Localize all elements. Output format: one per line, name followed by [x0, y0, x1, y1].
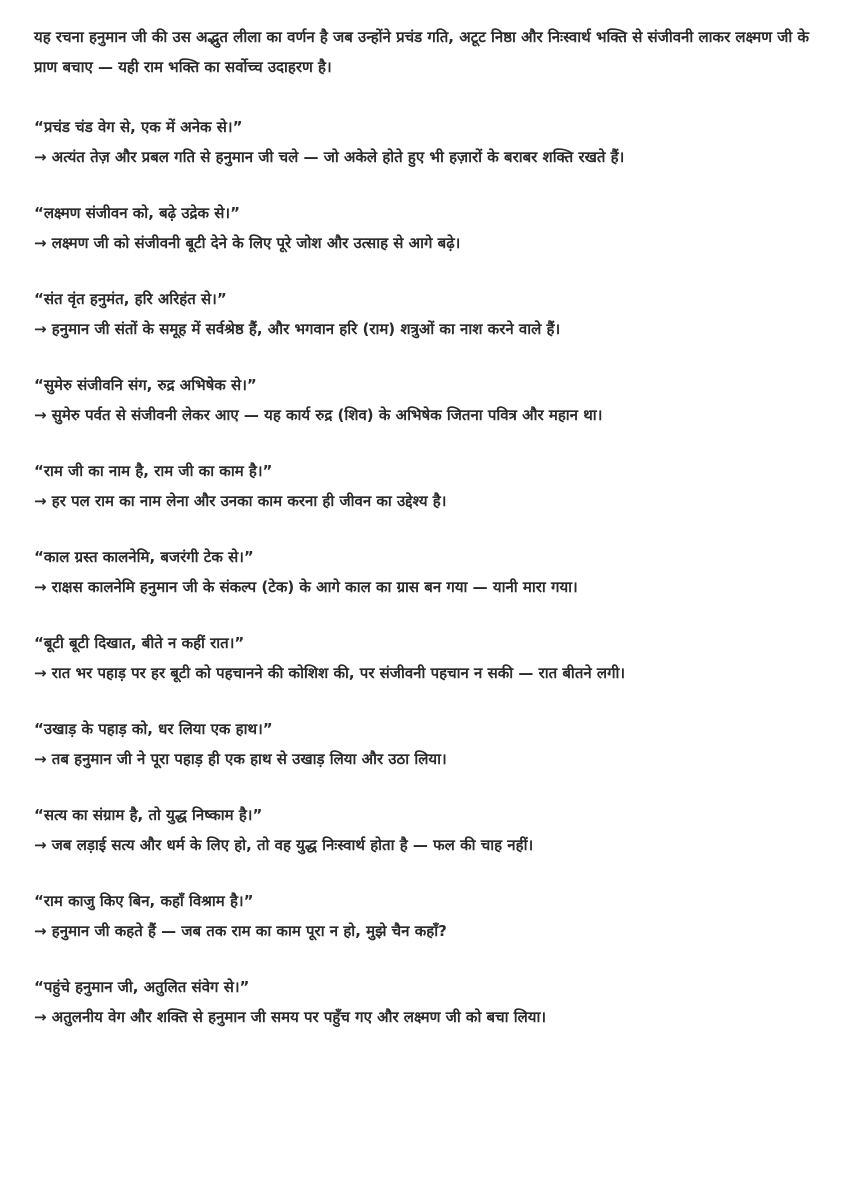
verse-meaning: → हनुमान जी कहते हैं — जब तक राम का काम पूरा न हो, मुझे चैन कहाँ? — [34, 922, 447, 940]
verse-quote: “राम काजु किए बिन, कहाँ विश्राम है।” — [34, 892, 254, 910]
verse-block — [34, 972, 818, 1032]
verse-block — [34, 714, 818, 774]
verse-quote: “काल ग्रस्त कालनेमि, बजरंगी टेक से।” — [34, 548, 254, 566]
verse-quote: “पहुंचे हनुमान जी, अतुलित संवेग से।” — [34, 978, 250, 996]
verse-meaning: → जब लड़ाई सत्य और धर्म के लिए हो, तो वह युद्ध निःस्वार्थ होता है — फल की चाह नहीं। — [34, 836, 534, 854]
verse-meaning: → अत्यंत तेज़ और प्रबल गति से हनुमान जी चले — जो अकेले होते हुए भी हज़ारों के बराबर शक्ति रखते हैं। — [34, 148, 625, 166]
verse-block — [34, 542, 818, 602]
verse-block — [34, 284, 818, 344]
verse-block — [34, 886, 818, 946]
verse-quote: “उखाड़ के पहाड़ को, धर लिया एक हाथ।” — [34, 720, 273, 738]
verse-meaning: → हर पल राम का नाम लेना और उनका काम करना ही जीवन का उद्देश्य है। — [34, 492, 447, 510]
verse-meaning: → लक्ष्मण जी को संजीवनी बूटी देने के लिए पूरे जोश और उत्साह से आगे बढ़े। — [34, 234, 461, 252]
verse-quote: “राम जी का नाम है, राम जी का काम है।” — [34, 462, 273, 480]
verse-block — [34, 456, 818, 516]
verse-meaning: → सुमेरु पर्वत से संजीवनी लेकर आए — यह कार्य रुद्र (शिव) के अभिषेक जितना पवित्र और महान था। — [34, 406, 603, 424]
verse-meaning: → हनुमान जी संतों के समूह में सर्वश्रेष्ठ हैं, और भगवान हरि (राम) शत्रुओं का नाश करने वाले हैं। — [34, 320, 561, 338]
verse-meaning: → तब हनुमान जी ने पूरा पहाड़ ही एक हाथ से उखाड़ लिया और उठा लिया। — [34, 750, 447, 768]
verse-block — [34, 628, 818, 688]
verse-block — [34, 800, 818, 860]
verse-quote: “लक्ष्मण संजीवन को, बढ़े उद्रेक से।” — [34, 204, 240, 222]
verse-meaning: → राक्षस कालनेमि हनुमान जी के संकल्प (टेक) के आगे काल का ग्रास बन गया — यानी मारा गया। — [34, 578, 578, 596]
verse-quote: “सत्य का संग्राम है, तो युद्ध निष्काम है।” — [34, 806, 263, 824]
verse-block — [34, 370, 818, 430]
verse-block — [34, 198, 818, 258]
verse-quote: “बूटी बूटी दिखात, बीते न कहीं रात।” — [34, 634, 245, 652]
verse-block — [34, 112, 818, 172]
verse-quote: “सुमेरु संजीवनि संग, रुद्र अभिषेक से।” — [34, 376, 257, 394]
verse-quote: “संत वृंत हनुमंत, हरि अरिहंत से।” — [34, 290, 227, 308]
verse-quote: “प्रचंड चंड वेग से, एक में अनेक से।” — [34, 118, 243, 136]
intro-paragraph: यह रचना हनुमान जी की उस अद्भुत लीला का वर्णन है जब उन्होंने प्रचंड गति, अटूट निष्ठा और निःस्वार्थ भक्ति से संजीवनी लाकर लक्ष्मण जी के प्राण बचाए — यही राम भक्ति का सर्वोच्च उदाहरण है। — [34, 28, 810, 76]
verse-meaning: → रात भर पहाड़ पर हर बूटी को पहचानने की कोशिश की, पर संजीवनी पहचान न सकी — रात बीतने लगी। — [34, 664, 626, 682]
verse-meaning: → अतुलनीय वेग और शक्ति से हनुमान जी समय पर पहुँच गए और लक्ष्मण जी को बचा लिया। — [34, 1008, 547, 1026]
